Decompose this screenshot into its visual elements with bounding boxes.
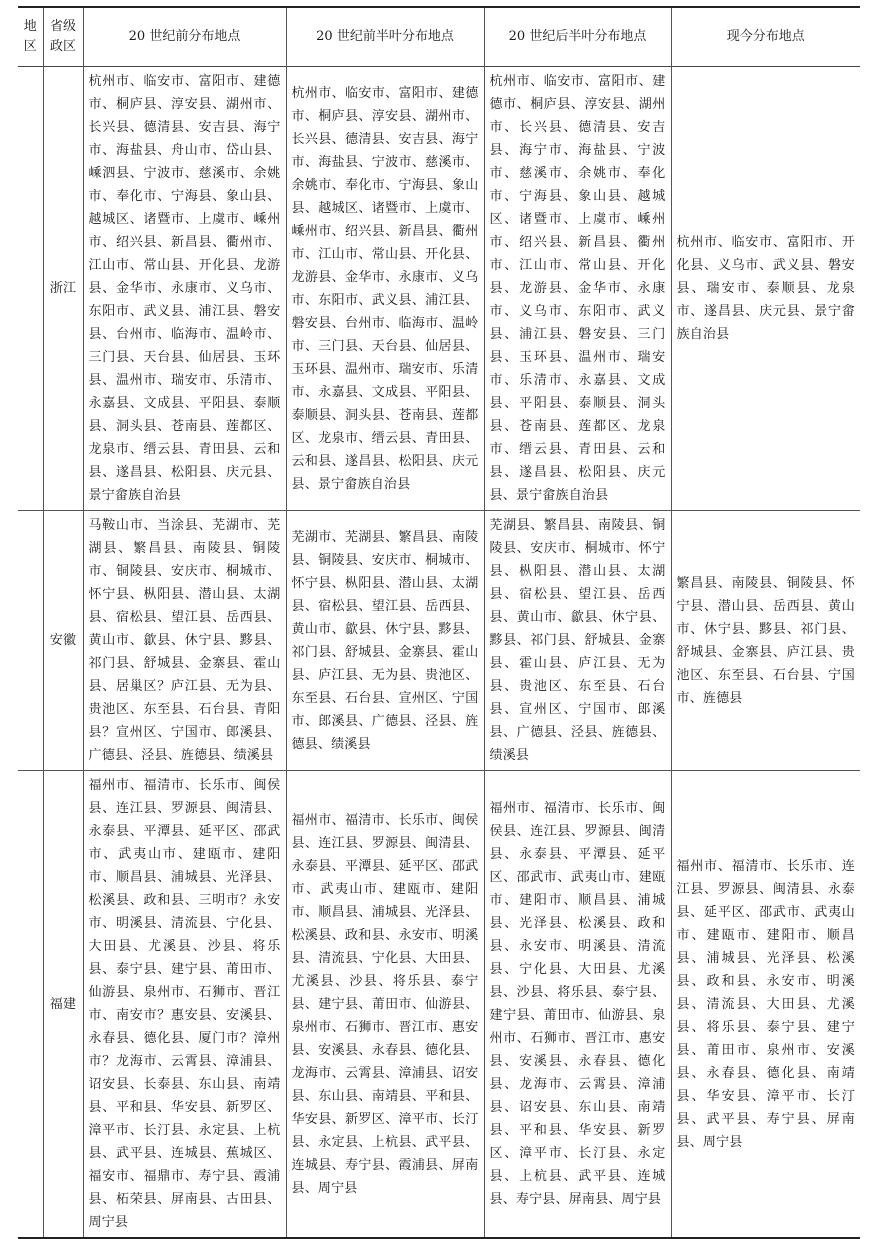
late-20th-cell: 杭州市、临安市、富阳市、建德市、桐庐县、淳安县、湖州市、长兴县、德清县、安吉县、海宁市、海盐县、宁波市、慈溪市、余姚市、奉化市、宁海县、象山县、越城区、诸暨市、上虞市、嵊州市、绍兴县、新昌县、衢州市、江山市、常山县、开化县、龙游县、金华市、永康市、义乌市、东阳市、武义县、浦江县、磐安县、三门县、玉环县、温州市、瑞安市、乐清市、永嘉县、文成县、平阳县、泰顺县、洞头县、苍南县、莲都区、龙泉市、缙云县、青田县、云和县、遂昌县、松阳县、庆元县、景宁畲族自治县 <box>484 67 671 511</box>
province-cell: 福建 <box>43 771 83 1239</box>
pre-20th-cell: 马鞍山市、当涂县、芜湖市、芜湖县、繁昌县、南陵县、铜陵市、铜陵县、安庆市、桐城市、怀宁县、枞阳县、潜山县、太湖县、宿松县、望江县、岳西县、黄山市、歙县、休宁县、黟县、祁门县、舒城县、金寨县、霍山县、居巢区？庐江县、无为县、贵池区、东至县、石台县、青阳县？宣州区、宁国市、郎溪县、广德县、泾县、旌德县、绩溪县 <box>83 511 286 771</box>
table-row <box>18 511 860 771</box>
region-cell <box>18 511 43 771</box>
pre-20th-cell: 福州市、福清市、长乐市、闽侯县、连江县、罗源县、闽清县、永泰县、平潭县、延平区、邵武市、武夷山市、建瓯市、建阳市、顺昌县、浦城县、光泽县、松溪县、政和县、三明市？永安市、明溪县、清流县、宁化县、大田县、尤溪县、沙县、将乐县、泰宁县、建宁县、莆田市、仙游县、泉州市、石狮市、晋江市、南安市？惠安县、安溪县、永春县、德化县、厦门市？漳州市？龙海市、云霄县、漳浦县、诏安县、长泰县、东山县、南靖县、平和县、华安县、新罗区、漳平市、长汀县、永定县、上杭县、武平县、连城县、蕉城区、福安市、福鼎市、寿宁县、霞浦县、柘荣县、屏南县、古田县、周宁县 <box>83 771 286 1239</box>
header-province: 省级政区 <box>43 7 83 67</box>
late-20th-cell: 福州市、福清市、长乐市、闽侯县、连江县、罗源县、闽清县、永泰县、平潭县、延平区、邵武市、武夷山市、建瓯市、建阳市、顺昌县、浦城县、光泽县、松溪县、政和县、永安市、明溪县、清流县、宁化县、大田县、尤溪县、沙县、将乐县、泰宁县、建宁县、莆田市、仙游县、泉州市、石狮市、晋江市、惠安县、安溪县、永春县、德化县、龙海市、云霄县、漳浦县、诏安县、东山县、南靖县、平和县、华安县、新罗区、漳平市、长汀县、永定县、上杭县、武平县、连城县、寿宁县、屏南县、周宁县 <box>484 771 671 1239</box>
header-present-day: 现今分布地点 <box>671 7 860 67</box>
header-late-20th-century: 20 世纪后半叶分布地点 <box>484 7 671 67</box>
pre-20th-cell: 杭州市、临安市、富阳市、建德市、桐庐县、淳安县、湖州市、长兴县、德清县、安吉县、海宁市、海盐县、舟山市、岱山县、嵊泗县、宁波市、慈溪市、余姚市、奉化市、宁海县、象山县、越城区、诸暨市、上虞市、嵊州市、绍兴县、新昌县、衢州市、江山市、常山县、开化县、龙游县、金华市、永康市、义乌市、东阳市、武义县、浦江县、磐安县、台州市、临海市、温岭市、三门县、天台县、仙居县、玉环县、温州市、瑞安市、乐清市、永嘉县、文成县、平阳县、泰顺县、洞头县、苍南县、莲都区、龙泉市、缙云县、青田县、云和县、遂昌县、松阳县、庆元县、景宁畲族自治县 <box>83 67 286 511</box>
header-early-20th-century: 20 世纪前半叶分布地点 <box>286 7 484 67</box>
early-20th-cell: 福州市、福清市、长乐市、闽侯县、连江县、罗源县、闽清县、永泰县、平潭县、延平区、邵武市、武夷山市、建瓯市、建阳市、顺昌县、浦城县、光泽县、松溪县、政和县、永安市、明溪县、清流县、宁化县、大田县、尤溪县、沙县、将乐县、泰宁县、建宁县、莆田市、仙游县、泉州市、石狮市、晋江市、惠安县、安溪县、永春县、德化县、龙海市、云霄县、漳浦县、诏安县、东山县、南靖县、平和县、华安县、新罗区、漳平市、长汀县、永定县、上杭县、武平县、连城县、寿宁县、霞浦县、屏南县、周宁县 <box>286 771 484 1239</box>
region-cell <box>18 67 43 511</box>
present-cell: 杭州市、临安市、富阳市、开化县、义乌市、武义县、磐安县、瑞安市、泰顺县、龙泉市、遂昌县、庆元县、景宁畲族自治县 <box>671 67 860 511</box>
province-cell: 安徽 <box>43 511 83 771</box>
late-20th-cell: 芜湖县、繁昌县、南陵县、铜陵县、安庆市、桐城市、怀宁县、枞阳县、潜山县、太湖县、宿松县、望江县、岳西县、黄山市、歙县、休宁县、黟县、祁门县、舒城县、金寨县、霍山县、庐江县、无为县、贵池区、东至县、石台县、宣州区、宁国市、郎溪县、广德县、泾县、旌德县、绩溪县 <box>484 511 671 771</box>
region-cell <box>18 771 43 1239</box>
present-cell: 繁昌县、南陵县、铜陵县、怀宁县、潜山县、岳西县、黄山市、休宁县、黟县、祁门县、舒城县、金寨县、庐江县、贵池区、东至县、石台县、宁国市、旌德县 <box>671 511 860 771</box>
table-row <box>18 67 860 511</box>
table-row <box>18 771 860 1239</box>
distribution-table <box>18 6 860 1239</box>
early-20th-cell: 杭州市、临安市、富阳市、建德市、桐庐县、淳安县、湖州市、长兴县、德清县、安吉县、海宁市、海盐县、宁波市、慈溪市、余姚市、奉化市、宁海县、象山县、越城区、诸暨市、上虞市、嵊州市、绍兴县、新昌县、衢州市、江山市、常山县、开化县、龙游县、金华市、永康市、义乌市、东阳市、武义县、浦江县、磐安县、台州市、临海市、温岭市、三门县、天台县、仙居县、玉环县、温州市、瑞安市、乐清市、永嘉县、文成县、平阳县、泰顺县、洞头县、苍南县、莲都区、龙泉市、缙云县、青田县、云和县、遂昌县、松阳县、庆元县、景宁畲族自治县 <box>286 67 484 511</box>
header-row <box>18 7 860 67</box>
province-cell: 浙江 <box>43 67 83 511</box>
header-region: 地区 <box>18 7 43 67</box>
early-20th-cell: 芜湖市、芜湖县、繁昌县、南陵县、铜陵县、安庆市、桐城市、怀宁县、枞阳县、潜山县、太湖县、宿松县、望江县、岳西县、黄山市、歙县、休宁县、黟县、祁门县、舒城县、金寨县、霍山县、庐江县、无为县、贵池区、东至县、石台县、宣州区、宁国市、郎溪县、广德县、泾县、旌德县、绩溪县 <box>286 511 484 771</box>
header-pre-20th-century: 20 世纪前分布地点 <box>83 7 286 67</box>
present-cell: 福州市、福清市、长乐市、连江县、罗源县、闽清县、永泰县、延平区、邵武市、武夷山市、建瓯市、建阳市、顺昌县、浦城县、光泽县、松溪县、政和县、永安市、明溪县、清流县、大田县、尤溪县、将乐县、泰宁县、建宁县、莆田市、泉州市、安溪县、永春县、德化县、南靖县、华安县、漳平市、长汀县、武平县、寿宁县、屏南县、周宁县 <box>671 771 860 1239</box>
